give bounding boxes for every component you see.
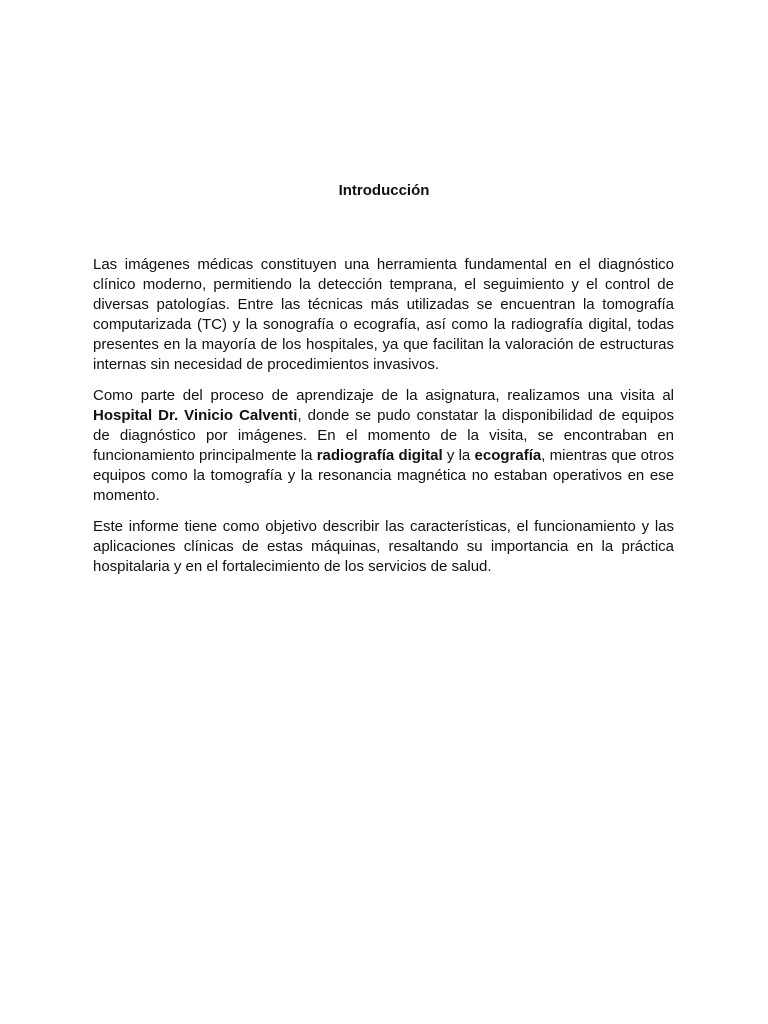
- paragraph-text: y la: [442, 447, 475, 464]
- paragraph-text: Las imágenes médicas constituyen una herramienta fundamental en el diagnóstico clínico moderno, permitiendo la detección temprana, el seguimiento y el control de diversas patologías. Entre las técnicas más utilizadas se encuentran la tomografía computarizada (TC) y la sonografía o ecografía, así como la radiografía digital, todas presentes en la mayoría de los hospitales, ya que facilitan la valoración de estructuras internas sin necesidad de procedimientos invasivos.: [93, 256, 674, 373]
- paragraph-text: Como parte del proceso de aprendizaje de la asignatura, realizamos una visita al: [93, 387, 674, 404]
- paragraph-text: , donde se pudo constatar la disponibilidad de equipos de diagnóstico por imágenes. En el momento de la visita, se encontraban en funcionamiento principalmente la: [93, 407, 674, 464]
- document-body: [93, 255, 674, 588]
- hospital-name: Hospital Dr. Vinicio Calventi: [93, 407, 298, 424]
- paragraph-objective: [93, 517, 674, 577]
- page-title: Introducción: [338, 182, 430, 199]
- emphasis-radiografia: radiografía digital: [316, 447, 443, 464]
- paragraph-visit: [93, 386, 674, 506]
- paragraph-text: , mientras que otros equipos como la tomografía y la resonancia magnética no estaban operativos en ese momento.: [93, 447, 675, 504]
- paragraph-text: Este informe tiene como objetivo describir las características, el funcionamiento y las aplicaciones clínicas de estas máquinas, resaltando su importancia en la práctica hospitalaria y en el fortalecimiento de los servicios de salud.: [93, 518, 674, 575]
- paragraph-intro: [93, 255, 674, 375]
- emphasis-ecografia: ecografía: [474, 447, 542, 464]
